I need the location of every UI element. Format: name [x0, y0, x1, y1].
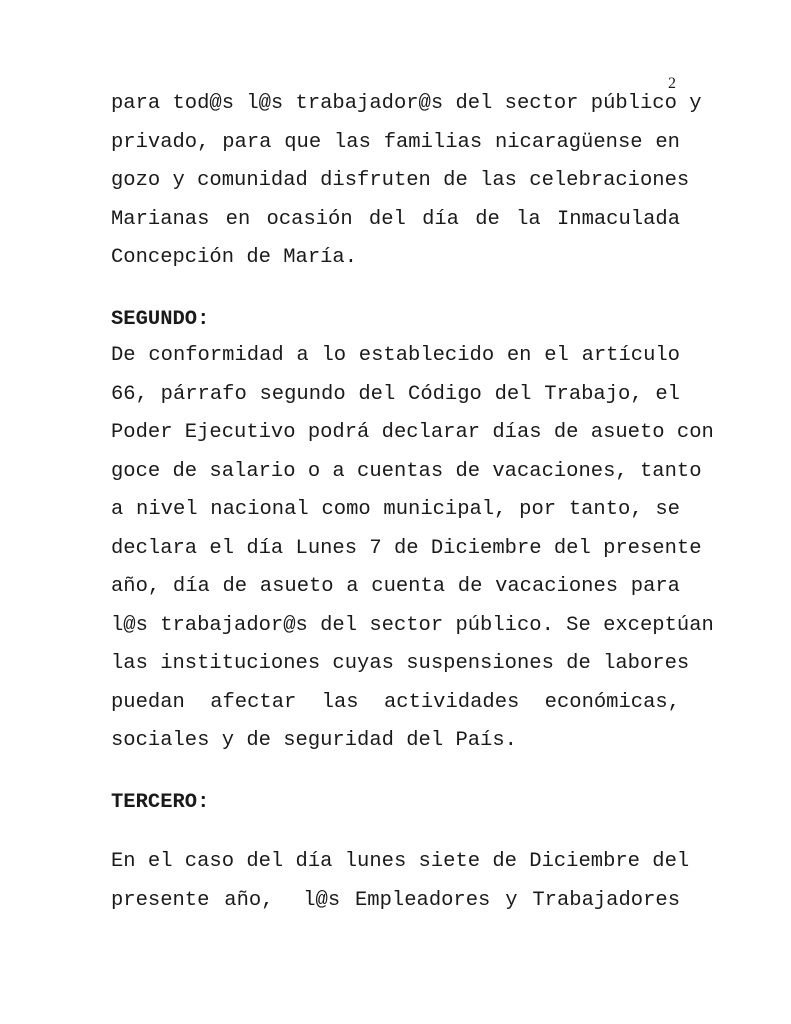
text-line: puedan afectar las actividades económicas,	[111, 690, 680, 714]
text-line: sociales y de seguridad del País.	[111, 729, 517, 752]
text-line: 66, párrafo segundo del Código del Trabajo, el	[111, 382, 680, 406]
text-line: privado, para que las familias nicaragüense en	[111, 130, 680, 154]
text-line: De conformidad a lo establecido en el artículo	[111, 344, 680, 367]
text-line: En el caso del día lunes siete de Diciembre del	[111, 850, 690, 873]
text-line: Marianas en ocasión del día de la Inmaculada	[111, 207, 680, 231]
text-line: a nivel nacional como municipal, por tanto, se	[111, 498, 680, 521]
section-heading-segundo: SEGUNDO:	[111, 308, 210, 331]
text-line: gozo y comunidad disfruten de las celebraciones	[111, 169, 690, 192]
text-line: año, día de asueto a cuenta de vacaciones para	[111, 575, 680, 598]
paragraph-continuation	[111, 85, 702, 278]
text-line: Poder Ejecutivo podrá declarar días de asueto con	[111, 421, 714, 444]
paragraph-tercero	[111, 843, 690, 920]
text-line: presente año, l@s Empleadores y Trabajadores	[111, 888, 680, 912]
text-line: las instituciones cuyas suspensiones de labores	[111, 652, 690, 675]
text-line: declara el día Lunes 7 de Diciembre del presente	[111, 536, 702, 560]
section-heading-tercero: TERCERO:	[111, 791, 210, 814]
text-line: para tod@s l@s trabajador@s del sector público y	[111, 92, 702, 115]
paragraph-segundo	[111, 337, 714, 761]
text-line: l@s trabajador@s del sector público. Se exceptúan	[111, 613, 714, 637]
text-line: Concepción de María.	[111, 246, 358, 269]
page-number: 2	[668, 75, 676, 92]
text-line: goce de salario o a cuentas de vacaciones, tanto	[111, 459, 702, 483]
